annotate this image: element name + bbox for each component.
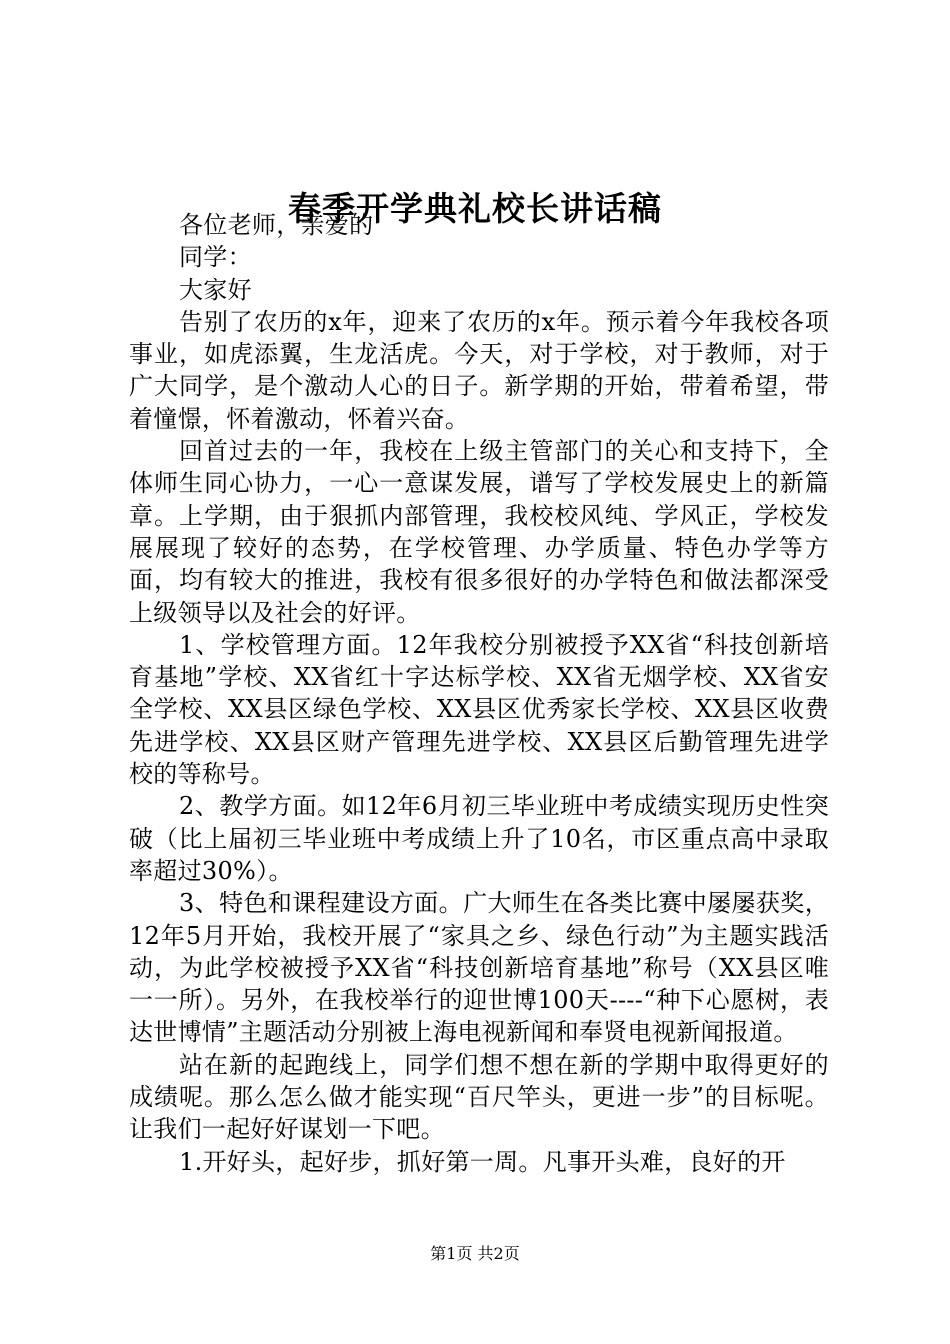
paragraph: 3、特色和课程建设方面。广大师生在各类比赛中屡屡获奖，12年5月开始，我校开展了“家具之乡、绿色行动”为主题实践活动，为此学校被授予XX省“科技创新培育基地”称号（XX县区唯一一所）。另外，在我校举行的迎世博100天----“种下心愿树，表达世博情”主题活动分别被上海电视新闻和奉贤电视新闻报道。 [129,889,829,1047]
salutation-line-1: 各位老师，亲爱的 [179,211,374,239]
paragraph: 回首过去的一年，我校在上级主管部门的关心和支持下，全体师生同心协力，一心一意谋发展，谱写了学校发展史上的新篇章。上学期，由于狠抓内部管理，我校校风纯、学风正，学校发展展现了较好的态势，在学校管理、办学质量、特色办学等方面，均有较大的推进，我校有很多很好的办学特色和做法都深受上级领导以及社会的好评。 [129,437,829,627]
paragraph: 站在新的起跑线上，同学们想不想在新的学期中取得更好的成绩呢。那么怎么做才能实现“百尺竿头，更进一步”的目标呢。让我们一起好好谋划一下吧。 [129,1050,829,1144]
greeting: 大家好 [179,275,252,304]
salutation-line-2: 同学： [179,243,252,272]
document-title: 春季开学典礼校长讲话稿 [288,189,662,228]
paragraph: 告别了农历的x年，迎来了农历的x年。预示着今年我校各项事业，如虎添翼，生龙活虎。今天，对于学校，对于教师，对于广大同学，是个激动人心的日子。新学期的开始，带着希望，带着憧憬，怀着激动，怀着兴奋。 [129,307,829,433]
paragraph: 2、教学方面。如12年6月初三毕业班中考成绩实现历史性突破（比上届初三毕业班中考成绩上升了10名，市区重点高中录取率超过30%）。 [129,792,829,885]
paragraph: 1、学校管理方面。12年我校分别被授予XX省“科技创新培育基地”学校、XX省红十字达标学校、XX省无烟学校、XX省安全学校、XX县区绿色学校、XX县区优秀家长学校、XX县区收费先进学校、XX县区财产管理先进学校、XX县区后勤管理先进学校的等称号。 [129,630,829,789]
page-number-footer: 第1页 共2页 [430,1244,520,1263]
paragraph: 1.开好头，起好步，抓好第一周。凡事开头难，良好的开 [179,1147,786,1176]
document-body [129,209,829,1178]
